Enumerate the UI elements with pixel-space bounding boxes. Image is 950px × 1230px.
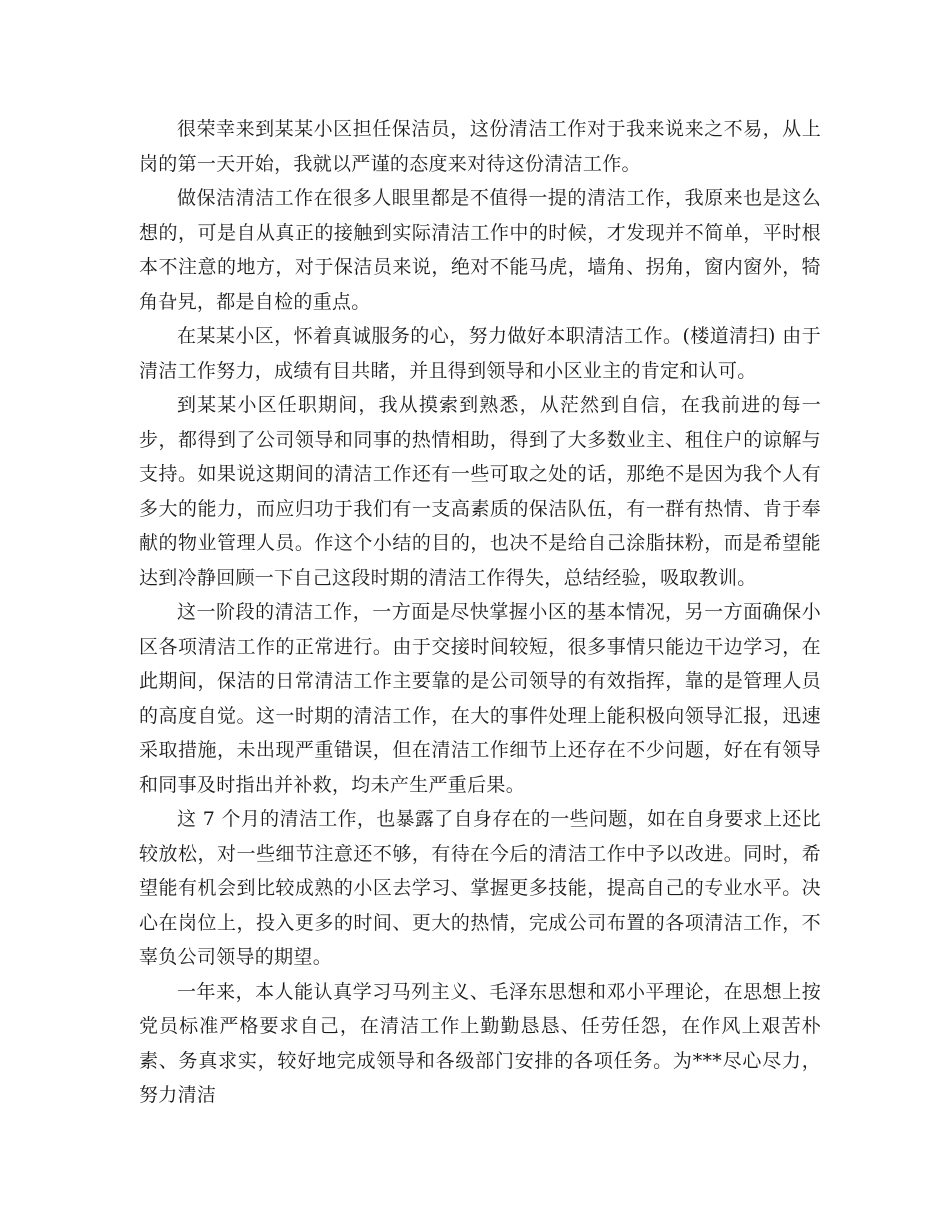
- paragraph-6: 这 7 个月的清洁工作，也暴露了自身存在的一些问题，如在自身要求上还比较放松，对一些细节注意还不够，有待在今后的清洁工作中予以改进。同时，希望能有机会到比较成熟的小区去学习、掌握更多技能，提高自己的专业水平。决心在岗位上，投入更多的时间、更大的热情，完成公司布置的各项清洁工作，不辜负公司领导的期望。: [139, 808, 821, 968]
- paragraph-1: 很荣幸来到某某小区担任保洁员，这份清洁工作对于我来说来之不易，从上岗的第一天开始，我就以严谨的态度来对待这份清洁工作。: [139, 118, 821, 175]
- paragraph-7: 一年来，本人能认真学习马列主义、毛泽东思想和邓小平理论，在思想上按党员标准严格要求自己，在清洁工作上勤勤恳恳、任劳任怨，在作风上艰苦朴素、务真求实，较好地完成领导和各级部门安排的各项任务。为***尽心尽力，努力清洁: [139, 980, 821, 1106]
- paragraph-5: 这一阶段的清洁工作，一方面是尽快掌握小区的基本情况，另一方面确保小区各项清洁工作的正常进行。由于交接时间较短，很多事情只能边干边学习，在此期间，保洁的日常清洁工作主要靠的是公司领导的有效指挥，靠的是管理人员的高度自觉。这一时期的清洁工作，在大的事件处理上能积极向领导汇报，迅速采取措施，未出现严重错误，但在清洁工作细节上还存在不少问题，好在有领导和同事及时指出并补救，均未产生严重后果。: [139, 601, 821, 796]
- paragraph-2: 做保洁清洁工作在很多人眼里都是不值得一提的清洁工作，我原来也是这么想的，可是自从真正的接触到实际清洁工作中的时候，才发现并不简单，平时根本不注意的地方，对于保洁员来说，绝对不能马虎，墙角、拐角，窗内窗外，犄角旮旯，都是自检的重点。: [139, 187, 821, 313]
- paragraph-4: 到某某小区任职期间，我从摸索到熟悉，从茫然到自信，在我前进的每一步，都得到了公司领导和同事的热情相助，得到了大多数业主、租住户的谅解与支持。如果说这期间的清洁工作还有一些可取之处的话，那绝不是因为我个人有多大的能力，而应归功于我们有一支高素质的保洁队伍，有一群有热情、肯于奉献的物业管理人员。作这个小结的目的，也决不是给自己涂脂抹粉，而是希望能达到冷静回顾一下自己这段时期的清洁工作得失，总结经验，吸取教训。: [139, 394, 821, 589]
- document-body: [139, 112, 821, 1113]
- paragraph-3: 在某某小区，怀着真诚服务的心，努力做好本职清洁工作。(楼道清扫) 由于清洁工作努力，成绩有目共睹，并且得到领导和小区业主的肯定和认可。: [139, 325, 821, 382]
